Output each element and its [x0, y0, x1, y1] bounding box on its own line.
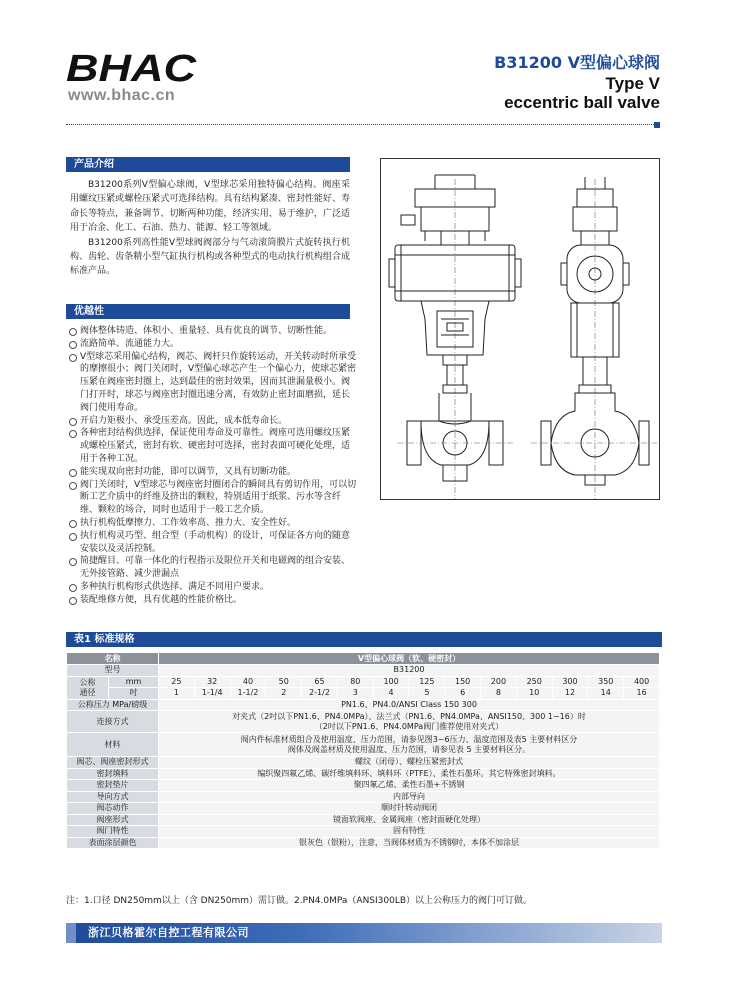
table-row: [67, 780, 660, 792]
table-row: [67, 803, 660, 815]
advantages-list: [68, 325, 358, 607]
row-value: 顺时针转动阀闭: [159, 803, 660, 815]
row-value-line1: 对夹式（2吋以下PN1.6、PN4.0MPa）、法兰式（PN1.6、PN4.0MPa、ANSI150、300 1~16）时: [232, 711, 586, 721]
table-row: [67, 665, 660, 677]
nominal-label-line1: 公称: [79, 677, 96, 687]
size-inch-cell: 1: [159, 688, 195, 700]
row-value: [159, 711, 660, 733]
size-inch-cell: 8: [481, 688, 517, 700]
row-value-line2: （2吋以下PN1.6、PN4.0MPa阀门推荐使用对夹式）: [314, 721, 504, 731]
row-value: 编织聚四氟乙烯、碳纤维填料环、填料环（PTFE）、柔性石墨环。其它特殊密封填料。: [159, 768, 660, 780]
row-label: 导向方式: [67, 791, 159, 803]
page-title: B31200 V型偏心球阀: [494, 53, 660, 72]
row-label: 阀芯动作: [67, 803, 159, 815]
bhac-logo: [66, 52, 198, 84]
size-inch-cell: 2-1/2: [302, 688, 338, 700]
spec-table: [66, 652, 660, 849]
row-label: 阀座形式: [67, 814, 159, 826]
intro-text: [70, 178, 350, 279]
footnote: 注：1.口径 DN250mm以上（含 DN250mm）需订做。2.PN4.0MPa（ANSI300LB）以上公称压力的阀门可订做。: [66, 896, 533, 906]
size-inch-cell: 10: [516, 688, 552, 700]
row-label: 密封填料: [67, 768, 159, 780]
table-row: [67, 768, 660, 780]
advantage-item: 执行机构低摩擦力、工作效率高、推力大、安全性好。: [68, 517, 358, 530]
row-value: PN1.6、PN4.0/ANSI Class 150 300: [159, 699, 660, 711]
table-row: [67, 699, 660, 711]
header-divider-marker: [654, 122, 660, 128]
row-value: 银灰色（银粉），注意，当阀体材质为不锈钢时，本体不加涂层: [159, 837, 660, 849]
row-label: 阀门特性: [67, 826, 159, 838]
size-mm-cell: 350: [588, 676, 624, 688]
company-name: 浙江贝格霍尔自控工程有限公司: [88, 926, 249, 939]
logo-text: BHAC: [66, 52, 197, 84]
size-inch-cell: 4: [373, 688, 409, 700]
advantage-item: 能实现双向密封功能，即可以调节，又具有切断功能。: [68, 466, 358, 479]
advantage-item: 装配维修方便，具有优越的性能价格比。: [68, 594, 358, 607]
row-label: 表面涂层颜色: [67, 837, 159, 849]
size-mm-cell: 32: [194, 676, 230, 688]
size-inch-cell: 14: [588, 688, 624, 700]
table-row: [67, 676, 660, 688]
col-name-header: 名称: [67, 653, 159, 665]
valve-drawing: [380, 158, 660, 500]
unit-inch: 吋: [109, 688, 159, 700]
advantages-heading: 优越性: [66, 304, 350, 319]
size-mm-cell: 400: [624, 676, 660, 688]
intro-heading: 产品介绍: [66, 157, 350, 172]
size-mm-cell: 200: [481, 676, 517, 688]
page-title-en-line1: Type V: [605, 74, 660, 93]
size-mm-cell: 125: [409, 676, 445, 688]
size-mm-cell: 100: [373, 676, 409, 688]
model-label: 型号: [67, 665, 159, 677]
table-row: [67, 688, 660, 700]
advantage-item: 简捷醒目、可靠一体化的行程指示及限位开关和电磁阀的组合安装、无外接管路、减少泄漏点: [68, 555, 358, 581]
size-mm-cell: 150: [445, 676, 481, 688]
row-value: 固有特性: [159, 826, 660, 838]
footer-accent: [66, 923, 76, 943]
size-mm-cell: 40: [230, 676, 266, 688]
row-label: 材料: [67, 733, 159, 757]
size-mm-cell: 300: [552, 676, 588, 688]
row-value-line1: 阀内件标准材质组合及使用温度、压力范围，请参见图3~6压力、温度范围及表5 主要材料区分: [240, 734, 578, 744]
table-row: [67, 837, 660, 849]
nominal-diameter-label: [67, 676, 109, 699]
size-mm-cell: 250: [516, 676, 552, 688]
page-title-en-line2: eccentric ball valve: [504, 93, 660, 112]
size-inch-cell: 2: [266, 688, 302, 700]
unit-mm: mm: [109, 676, 159, 688]
nominal-label-line2: 通径: [79, 687, 96, 697]
advantage-item: 执行机构灵巧型、组合型（手动机构）的设计，可保证各方向的随意安装以及灵活控制。: [68, 530, 358, 556]
row-label: 连接方式: [67, 711, 159, 733]
size-inch-cell: 1-1/4: [194, 688, 230, 700]
row-value: 镜面软阀座、金属阀座（密封面硬化处理）: [159, 814, 660, 826]
table-row: [67, 757, 660, 769]
size-inch-cell: 16: [624, 688, 660, 700]
table-row: [67, 791, 660, 803]
advantage-item: V型球芯采用偏心结构，阀芯、阀杆只作旋转运动，开关转动时所承受的摩擦很小；阀门关闭时，V型偏心球芯产生一个偏心力，使球芯紧密压紧在阀座密封圈上，达到最佳的密封效果，因而其泄漏量极小。阀门打开时，球芯与阀座密封圈迅速分离，有效防止密封面磨损，延长阀门使用寿命。: [68, 351, 358, 415]
advantage-item: 阀门关闭时，V型球芯与阀座密封圈闭合的瞬间具有剪切作用，可以切断工艺介质中的纤维及挤出的颗粒，特别适用于纸浆、污水等含纤维、颗粒的场合，同时也适用于一般工艺介质。: [68, 479, 358, 517]
table-row: [67, 814, 660, 826]
table-header-row: [67, 653, 660, 665]
intro-paragraph-2: B31200系列高性能V型球阀阀部分与气动滚筒膜片式旋转执行机构、齿轮、齿条精小型气缸执行机构或各种型式的电动执行机构组合成标准产品。: [70, 237, 350, 277]
row-value: [159, 733, 660, 757]
size-inch-cell: 12: [552, 688, 588, 700]
model-value: B31200: [159, 665, 660, 677]
table-row: [67, 711, 660, 733]
size-mm-cell: 50: [266, 676, 302, 688]
size-mm-cell: 80: [337, 676, 373, 688]
row-label: 密封垫片: [67, 780, 159, 792]
advantage-item: 各种密封结构供选择，保证使用寿命及可靠性。阀座可选用螺纹压紧或螺栓压紧式，密封有软、硬密封可选择，密封表面可硬化处理，适用于各种工况。: [68, 427, 358, 465]
row-label: 阀芯、阀座密封形式: [67, 757, 159, 769]
advantage-item: 流路简单、流通能力大。: [68, 338, 358, 351]
website-url: www.bhac.cn: [68, 87, 176, 104]
row-value: 螺纹（闭母）、螺栓压紧密封式: [159, 757, 660, 769]
header-divider: [66, 124, 656, 125]
row-value: 聚四氟乙烯、柔性石墨+不锈钢: [159, 780, 660, 792]
size-inch-cell: 3: [337, 688, 373, 700]
table-row: [67, 733, 660, 757]
size-mm-cell: 65: [302, 676, 338, 688]
size-inch-cell: 6: [445, 688, 481, 700]
size-inch-cell: 1-1/2: [230, 688, 266, 700]
spec-table-heading: 表1 标准规格: [66, 632, 662, 647]
row-label: 公称压力 MPa/磅级: [67, 699, 159, 711]
valve-drawing-svg: [381, 159, 659, 499]
advantage-item: 多种执行机构形式供选择、满足不同用户要求。: [68, 581, 358, 594]
advantage-item: 开启力矩极小、承受压差高。因此，成本低寿命长。: [68, 415, 358, 428]
intro-paragraph-1: B31200系列V型偏心球阀，V型球芯采用独特偏心结构、阀座采用螺纹压紧或螺栓压紧式可选择结构。具有结构紧凑、密封性能好、寿命长等特点，兼备调节、切断两种功能，经济实用、易于维护，广泛适用于冶金、化工、石油、热力、能源、轻工等领域。: [70, 180, 350, 234]
size-mm-cell: 25: [159, 676, 195, 688]
advantage-item: 阀体整体铸造、体积小、重量轻、具有优良的调节、切断性能。: [68, 325, 358, 338]
row-value: 内部导向: [159, 791, 660, 803]
size-inch-cell: 5: [409, 688, 445, 700]
row-value-line2: 阀体及阀盖材质及使用温度、压力范围，请参见表 5 主要材料区分。: [287, 744, 531, 754]
table-row: [67, 826, 660, 838]
col-value-header: V型偏心球阀（软、硬密封）: [159, 653, 660, 665]
